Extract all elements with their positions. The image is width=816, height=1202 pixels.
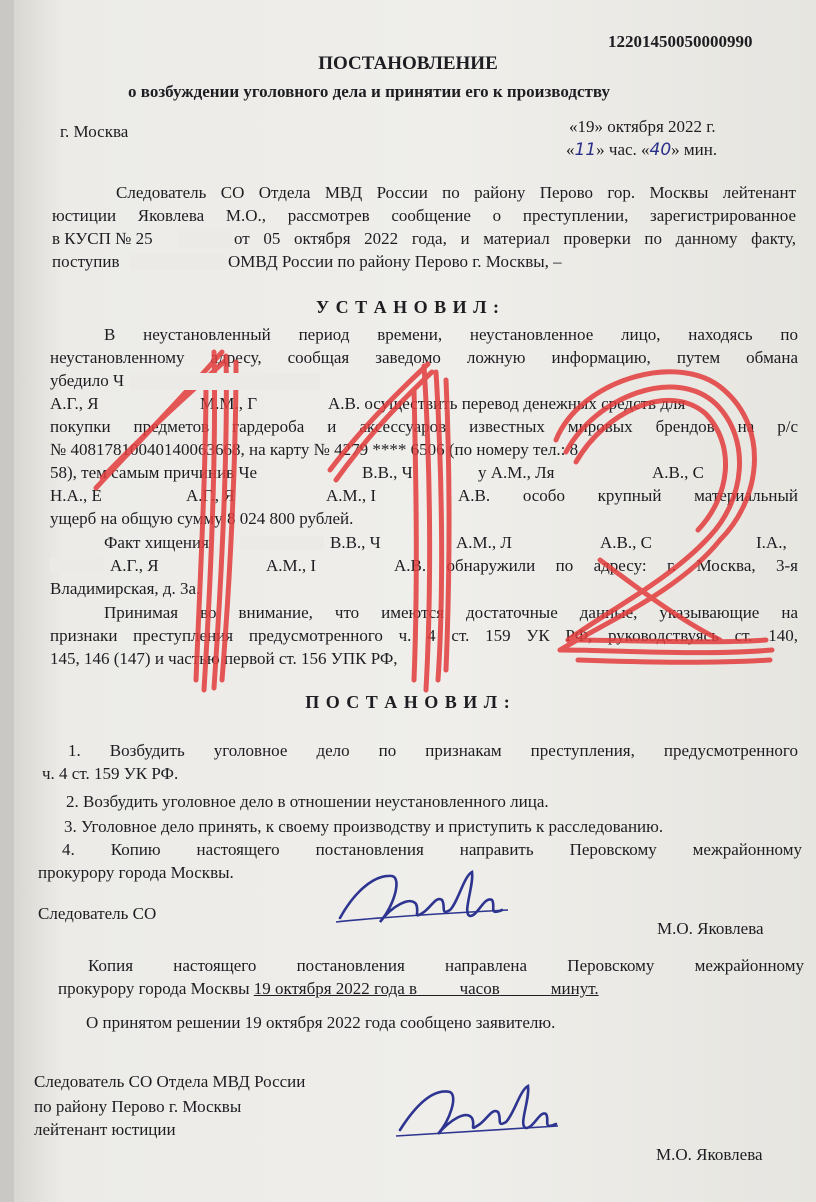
signature-image-2 xyxy=(392,1080,562,1146)
intro-line-3a: в КУСП № 25 xyxy=(52,229,153,248)
date: «19» октября 2022 г. xyxy=(569,117,716,136)
ust-line-9: ущерб на общую сумму 8 024 800 рублей. xyxy=(50,509,354,528)
redaction xyxy=(130,373,320,390)
intro-line-1: Следователь СО Отдела МВД России по району Перово гор. Москвы лейтенант xyxy=(116,183,796,202)
intro-line-4a: поступив xyxy=(52,252,120,271)
footer-name: М.О. Яковлева xyxy=(656,1145,763,1164)
copy-note-line-3: О принятом решении 19 октября 2022 года сообщено заявителю. xyxy=(86,1013,556,1032)
footer-signer-2: по району Перово г. Москвы xyxy=(34,1097,242,1116)
footer-signer-1: Следователь СО Отдела МВД России xyxy=(34,1072,306,1091)
ust-line-13: Принимая во внимание, что имеются достаточные данные, указывающие на xyxy=(104,603,798,622)
ust-name-2: М.М., Г xyxy=(200,394,258,413)
item-2: 2. Возбудить уголовное дело в отношении неустановленного лица. xyxy=(66,792,549,811)
ust-line-1: В неустановленный период времени, неустановленное лицо, находясь по xyxy=(104,325,798,344)
footer-signer-3: лейтенант юстиции xyxy=(34,1120,176,1139)
hour-handwritten: 11 xyxy=(574,140,597,160)
ust-line-8d: А.В. особо крупный материальный xyxy=(458,486,798,505)
redaction xyxy=(50,558,104,572)
fact-name-2: А.М., Л xyxy=(456,533,512,552)
signature-image-1 xyxy=(332,866,512,936)
intro-line-3b: от 05 октября 2022 года, и материал проверки по данному факту, xyxy=(234,229,796,248)
signer-label: Следователь СО xyxy=(38,904,157,923)
ust-line-8a: Н.А., Е xyxy=(50,486,102,505)
time-line: «11» час. «40» мин. xyxy=(566,140,718,160)
intro-line-4b: ОМВД России по району Перово г. Москвы, – xyxy=(228,252,562,271)
copy-note-line-2: прокурору города Москвы 19 октября 2022 года в часов минут. xyxy=(58,979,599,998)
redaction xyxy=(178,229,232,248)
city: г. Москва xyxy=(60,122,129,141)
fact-label: Факт хищения xyxy=(104,533,209,552)
fact-name-1: В.В., Ч xyxy=(330,533,381,552)
ust-line-7c: у А.М., Ля xyxy=(478,463,555,482)
postanovil-heading: П О С Т А Н О В И Л : xyxy=(305,692,511,712)
ust-line-2: неустановленному адресу, сообщая заведомо ложную информацию, путем обмана xyxy=(50,348,798,367)
redaction xyxy=(240,536,324,550)
ustanovil-heading: У С Т А Н О В И Л : xyxy=(315,297,501,317)
ust-line-3: убедило Ч xyxy=(50,371,125,390)
document-title: ПОСТАНОВЛЕНИЕ xyxy=(318,53,498,74)
fact-name-6: А.М., I xyxy=(266,556,317,575)
minute-handwritten: 40 xyxy=(649,140,672,160)
ust-line-5: покупки предметов гардероба и аксессуаров известных мировых брендов на р/с xyxy=(50,417,798,436)
ust-line-14: признаки преступления предусмотренного ч. 4 ст. 159 УК РФ, руководствуясь ст. 140, xyxy=(50,626,798,645)
document-number: 12201450050000990 xyxy=(608,32,753,51)
signer-name: М.О. Яковлева xyxy=(657,919,764,938)
ust-line-7b: В.В., Ч xyxy=(362,463,413,482)
fact-name-3: А.В., С xyxy=(600,533,652,552)
ust-name-1: А.Г., Я xyxy=(50,394,99,413)
ust-line-8b: А.Г., Я xyxy=(186,486,235,505)
item-3: 3. Уголовное дело принять, к своему производству и приступить к расследованию. xyxy=(64,817,664,836)
ust-line-7d: А.В., С xyxy=(652,463,704,482)
fact-address-cont: Владимирская, д. 3а. xyxy=(50,579,201,598)
redaction xyxy=(130,254,226,270)
item-1: 1. Возбудить уголовное дело по признакам преступления, предусмотренного xyxy=(68,741,798,760)
fact-address: А.В. обнаружили по адресу: г. Москва, 3-я xyxy=(394,556,798,575)
fact-name-4: I.A., xyxy=(756,533,787,552)
copy-note-line-1: Копия настоящего постановления направлена Перовскому межрайонному xyxy=(88,956,804,975)
document-subtitle: о возбуждении уголовного дела и принятии его к производству xyxy=(128,82,610,101)
ust-line-15: 145, 146 (147) и частью первой ст. 156 УПК РФ, xyxy=(50,649,398,668)
item-4-cont: прокурору города Москвы. xyxy=(38,863,234,882)
item-1-cont: ч. 4 ст. 159 УК РФ. xyxy=(42,764,179,783)
ust-name-3: А.В. осуществить перевод денежных средств для xyxy=(328,394,686,413)
intro-line-2: юстиции Яковлева М.О., рассмотрев сообщение о преступлении, зарегистрированное xyxy=(52,206,796,225)
ust-line-7a: 58), тем самым причинив Че xyxy=(50,463,258,482)
ust-line-6: № 40817810040140063668, на карту № 4279 **** 6506 (по номеру тел.: 8 xyxy=(50,440,579,459)
fact-name-5: А.Г., Я xyxy=(110,556,159,575)
ust-line-8c: А.М., I xyxy=(326,486,377,505)
item-4: 4. Копию настоящего постановления направить Перовскому межрайонному xyxy=(62,840,802,859)
